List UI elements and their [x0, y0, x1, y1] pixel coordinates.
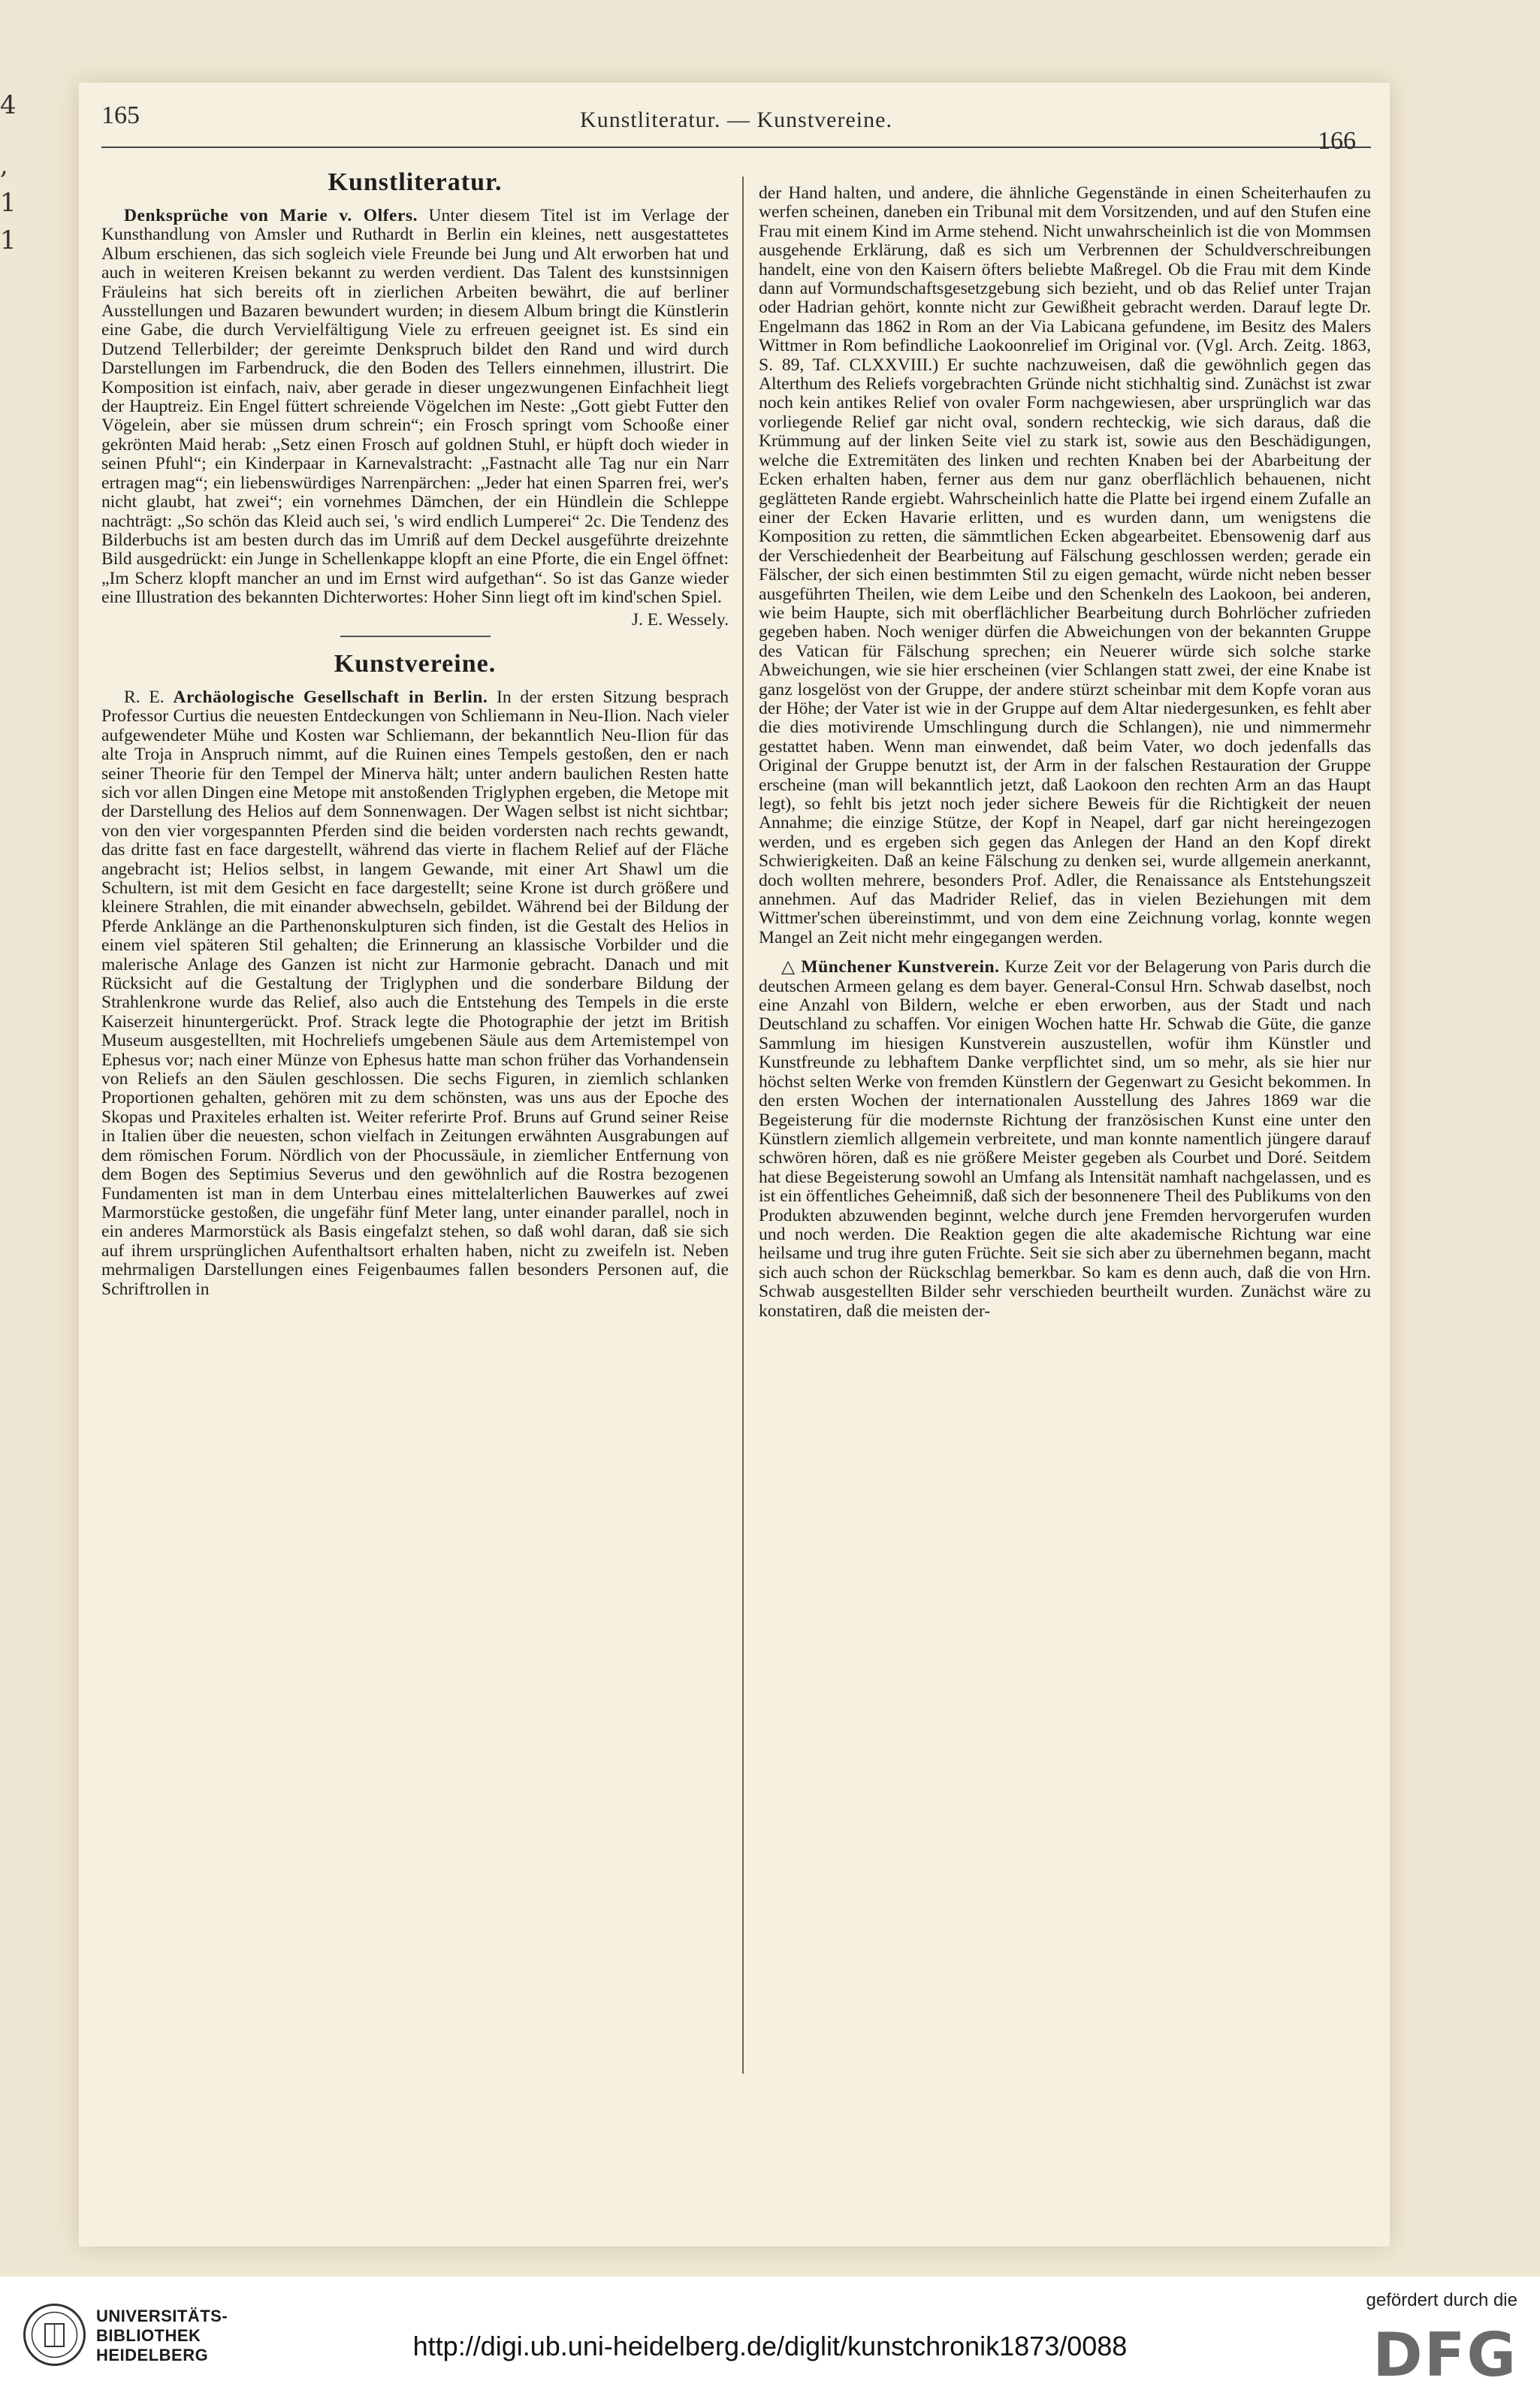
- prev-edge-char: 1: [0, 225, 17, 255]
- prev-edge-char: ,: [0, 150, 8, 180]
- prev-edge-char: 1: [0, 188, 17, 218]
- article-author: J. E. Wessely.: [631, 609, 729, 630]
- article-body: Kurze Zeit vor der Belagerung von Paris durch die deutschen Armeen gelang es dem bayer. General-Consul Hrn. Schwab daselbst, noch eine Anzahl von Bildern, welche er eben erworben, aus der Stadt und nach Deutschland zu schaffen. Vor einigen Wochen hatte Hr. Schwab die Güte, die ganze Sammlung im hiesigen Kunstverein auszustellen, wofür ihm Künstler und Kunstfreunde zu lebhaftem Danke verpflichtet sind, um so mehr, als sie hier nur höchst selten Werke von fremden Künstlern der Gegenwart zu Gesicht bekommen. In den ersten Wochen der internationalen Ausstellung des Jahres 1869 war die Begeisterung für die modernste Richtung der französischen Kunst eine unter den Künstlern ziemlich allgemein verbreitete, und man konnte namentlich jüngere darauf schwören hören, daß es nie größere Meister gegeben als Courbet und Doré. Seitdem hat diese Begeisterung sowohl an Umfang als Intensität namhaft nachgelassen, und es ist ein öffentliches Geheimniß, daß sich der besonnenere Theil des Publikums von den Produkten abzuwenden beginnt, welche durch jene Fremden hervorgerufen wurden und noch werden. Die Reaktion gegen die alte akademische Richtung war eine heilsame und trug ihre guten Früchte. Seit sie sich aber zu übernehmen begann, macht sich auch schon der Rückschlag bemerkbar. So kam es denn auch, daß die von Hrn. Schwab ausgestellten Bilder sehr verschieden beurtheilt wurden. Zunächst wäre zu konstatiren, daß die meisten der-: [759, 957, 1371, 1321]
- library-name-line: HEIDELBERG: [96, 2346, 209, 2364]
- library-name-line: UNIVERSITÄTS-: [96, 2307, 228, 2325]
- dfg-logo: DFG: [1372, 2320, 1517, 2390]
- running-title: Kunstliteratur. — Kunstvereine.: [580, 107, 892, 132]
- article-continuation: der Hand halten, und andere, die ähnliche Gegenstände in einen Scheiterhaufen zu werfen scheinen, daneben ein Tribunal mit dem Vorsitzenden, und auf den Stufen eine Frau mit einem Kind im Arme stehend. Nicht unwahrscheinlich ist die von Mommsen ausgehende Erklärung, daß es sich um Verbrennen der Schuldverschreibungen handelt, eine von den Kaisern öfters beliebte Maßregel. Ob die Frau mit dem Kinde dann auf Vormundschaftsgesetzgebung sich bezieht, und ob das Relief unter Trajan oder Hadrian gehört, konnte nicht zur Gewißheit gebracht werden. Darauf legte Dr. Engelmann das 1862 in Rom an der Via Labicana gefundene, im Besitz des Malers Wittmer in Rom befindliche Laokoonrelief im Original vor. (Vgl. Arch. Zeitg. 1863, S. 89, Taf. CLXXVIII.) Er suchte nachzuweisen, daß die gewöhnlich gegen das Alterthum des Reliefs vorgebrachten Gründe nicht stichhaltig sind. Zunächst ist zwar noch kein antikes Relief von ovaler Form nachgewiesen, aber ursprünglich war das vorliegende Relief gar nicht oval, sondern rechteckig, wie sich daraus, daß die Krümmung auf der linken Seite viel zu stark ist, sowie aus den Beschädigungen, welche die Extremitäten des linken und rechten Knaben bei der Abarbeitung der Ecken erhalten haben, ferner aus dem nur ganz oberflächlich behauenen, nicht geglätteten Rande ergiebt. Wahrscheinlich hatte die Platte bei irgend einem Zufalle an einer der Ecken Havarie erlitten, und es wurden dann, um wenigstens die Komposition zu retten, die sämmtlichen Ecken abgearbeitet. Ebensowenig darf aus der Verschiedenheit der Bearbeitung auf Fälschung geschlossen werden; gerade ein Fälscher, der sich einen bestimmten Stil zu eigen gemacht, würde nicht neben besser ausgeführten Theilen, wie dem Leibe und den Schenkeln des Laokoon, bei anderen, wie beim Haupte, sich mit oberflächlicher Bearbeitung durch Bohrlöcher zufrieden gegeben haben. Noch weniger dürfen die Abweichungen von der bekannten Gruppe des Vatican für Fälschung sprechen; ein Neuerer würde sich solche starke Abweichungen, wie sie hier erscheinen (vier Schlangen statt zwei, der eine Knabe ist ganz losgelöst von der Gruppe, der andere stürzt scheinbar mit dem Kopfe voran aus der Höhe; der Vater ist wie in der Gruppe auf dem Altar niedergesunken, es fehlt aber die dies motivirende Umschlingung durch die Schlangen), nie und nimmermehr gestattet haben. Wenn man einwendet, daß beim Vater, wo doch jedenfalls das Original der Gruppe benutzt ist, der Arm in der falschen Restauration der Gruppe erscheine (man will bekanntlich jetzt, daß Laokoon den rechten Arm an das Haupt legt), so fehlt bis jetzt noch jeder sichere Beweis für die Richtigkeit der neuen Annahme; die einzige Stütze, der Kopf in Neapel, darf gar nicht hereingezogen werden, und es ergeben sich gegen das Anlegen der Hand an den Kopf direkt Schwierigkeiten. Daß an keine Fälschung zu denken sei, wurde allgemein anerkannt, doch wollten mehrere, besonders Prof. Adler, die Renaissance als Entstehungszeit annehmen. Auf das Madrider Relief, das in vielen Beziehungen mit dem Wittmer'schen übereinstimmt, und von dem eine Zeichnung vorlag, konnte wegen Mangel an Zeit nicht mehr eingegangen werden.: [759, 183, 1371, 947]
- article-body: In der ersten Sitzung besprach Professor Curtius die neuesten Entdeckungen von Schliemann in Neu-Ilion. Nach vieler aufgewendeter Mühe und Kosten war Schliemann, der bekanntlich Neu-Ilion für das alte Troja in Anspruch nimmt, auf die Ruinen eines Tempels gestoßen, den er nach seiner Theorie für den Tempel der Minerva hält; unter andern baulichen Resten hatte sich vor allen Dingen eine Metope mit anstoßenden Triglyphen ergeben, die Metope mit der Darstellung des Helios auf dem Sonnenwagen. Der Wagen selbst ist nicht sichtbar; von den vier vorgespannten Pferden sind die beiden vordersten nach rechts gewandt, das dritte fast en face dargestellt, während das vierte in flachem Relief auf der Fläche angebracht ist; Helios selbst, in langem Gewande, mit einer Art Shawl um die Schultern, ist mit dem Gesicht en face dargestellt; seine Krone ist durch größere und kleinere Strahlen, die mit einander abwechseln, gebildet. Während bei der Bildung der Pferde Anklänge an die Parthenonskulpturen sich finden, ist die Gestalt des Helios in einem viel späteren Stil gehalten; die Erinnerung an klassische Vorbilder und die malerische Anlage des Ganzen ist nicht zur Harmonie gebracht. Danach und mit Rücksicht auf die Gestaltung der Triglyphen und die sonderbare Bildung der Strahlenkrone wurde das Relief, also auch die Entstehung des Tempels in die erste Kaiserzeit hinuntergerückt. Prof. Strack legte die Photographie der jetzt im British Museum ausgestellten, mit Hochreliefs umgebenen Säule aus dem Artemistempel von Ephesus vor; nach einer Münze von Ephesus hatte man schon früher das Vorhandensein von Reliefs an den Säulen geschlossen. Die sechs Figuren, in ziemlich schlanken Proportionen gehalten, gehören mit zu dem schönsten, was uns aus der Epoche des Skopas und Praxiteles erhalten ist. Weiter referirte Prof. Bruns auf Grund seiner Reise in Italien über die neuesten, schon vielfach in Zeitungen erwähnten Ausgrabungen auf dem römischen Forum. Nördlich von der Phocussäule, in ziemlicher Entfernung von dem Bogen des Septimius Severus und den gewöhnlich auf die Rostra bezogenen Fundamenten ist man in dem Unterbau eines mittelalterlichen Bauwerkes auf zwei Marmorstücke gestoßen, die ungefähr fünf Meter lang, unter einander parallel, noch in ein anderes Marmorstück als Basis eingefalzt stehen, so daß wohl daran, daß sie sich auf ihrem ursprünglichen Aufenthaltsort erhalten haben, nicht zu zweifeln ist. Neben mehrmaligen Darstellungen eines Feigenbaumes fallen besonders Personen auf, die Schriftrollen in: [101, 687, 729, 1299]
- article-lead: Denksprüche von Marie v. Olfers.: [124, 206, 418, 225]
- previous-page-edge: [0, 90, 30, 406]
- funded-by-label: gefördert durch die: [1366, 2290, 1517, 2310]
- running-head: [101, 101, 1371, 155]
- right-column: [759, 184, 1371, 1324]
- library-name-line: BIBLIOTHEK: [96, 2326, 201, 2345]
- article-prefix: R. E.: [124, 687, 165, 707]
- article-archaeologische-gesellschaft: [101, 688, 729, 1299]
- article-muenchener-kunstverein: [759, 958, 1371, 1321]
- triangle-icon: △: [781, 957, 796, 977]
- viewer-footer: [0, 2277, 1540, 2393]
- section-divider: [340, 636, 491, 637]
- section-heading-kunstliteratur: Kunstliteratur.: [328, 168, 503, 196]
- article-lead: Archäologische Gesellschaft in Berlin.: [173, 687, 488, 707]
- prev-edge-char: 4: [0, 90, 17, 120]
- article-denksprueche: [101, 207, 729, 608]
- article-body: Unter diesem Titel ist im Verlage der Kunsthandlung von Amsler und Ruthardt in Berlin ein kleines, nett ausgestattetes Album erschienen, das sich sogleich viele Freunde bei Jung und Alt erworben hat und auch in weiteren Kreisen bekannt zu werden verdient. Das Talent des kunstsinnigen Fräuleins hat sich bereits oft in zierlichen Arbeiten bewährt, die auf berliner Ausstellungen und Bazaren bewundert wurden; in diesem Album bringt die Künstlerin eine Gabe, die durch Vervielfältigung Viele zu erfreuen geeignet ist. Es sind ein Dutzend Tellerbilder; der gereimte Denkspruch bildet den Rand und wird durch Darstellungen im Farbendruck, die den Boden des Tellers einnehmen, illustrirt. Die Komposition ist einfach, naiv, aber gerade in dieser ungezwungenen Einfachheit liegt der Hauptreiz. Ein Engel füttert schreiende Vögelchen im Neste: „Gott giebt Futter den Vögelein, aber sie müssen drum schrein“; ein Frosch springt vom Schooße einer gekrönten Maid herab: „Setz einen Frosch auf goldnen Stuhl, er hüpft doch wieder in seinen Pfuhl“; ein Kinderpaar in Karnevalstracht: „Fastnacht alle Tag nur ein Narr ertragen mag“; ein liebenswürdiges Narrenpärchen: „Jeder hat einen Sparren frei, wer's nicht glaubt, hat zwei“; ein vornehmes Dämchen, der ein Hündlein die Schleppe nachträgt: „So schön das Kleid auch sei, 's wird endlich Lumperei“ 2c. Die Tendenz des Bilderbuchs ist am besten durch das im Umriß auf dem Deckel ausgeführte dreizehnte Bild ausgedrückt: ein Junge in Schellenkappe klopft an eine Pforte, die ein Engel öffnet: „Im Scherz klopft mancher an und im Ernst wird aufgethan“. So ist das Ganze wieder eine Illustration des bekannten Dichterwortes: Hoher Sinn liegt oft im kind'schen Spiel.: [101, 206, 729, 608]
- left-page-number: 165: [101, 101, 140, 129]
- article-lead: Münchener Kunstverein.: [801, 957, 1000, 977]
- right-page-number: 166: [1318, 127, 1356, 155]
- column-divider: [742, 177, 744, 2074]
- permalink-url[interactable]: http://digi.ub.uni-heidelberg.de/diglit/kunstchronik1873/0088: [412, 2331, 1128, 2361]
- left-column: [101, 162, 729, 1302]
- section-heading-kunstvereine: Kunstvereine.: [334, 649, 497, 678]
